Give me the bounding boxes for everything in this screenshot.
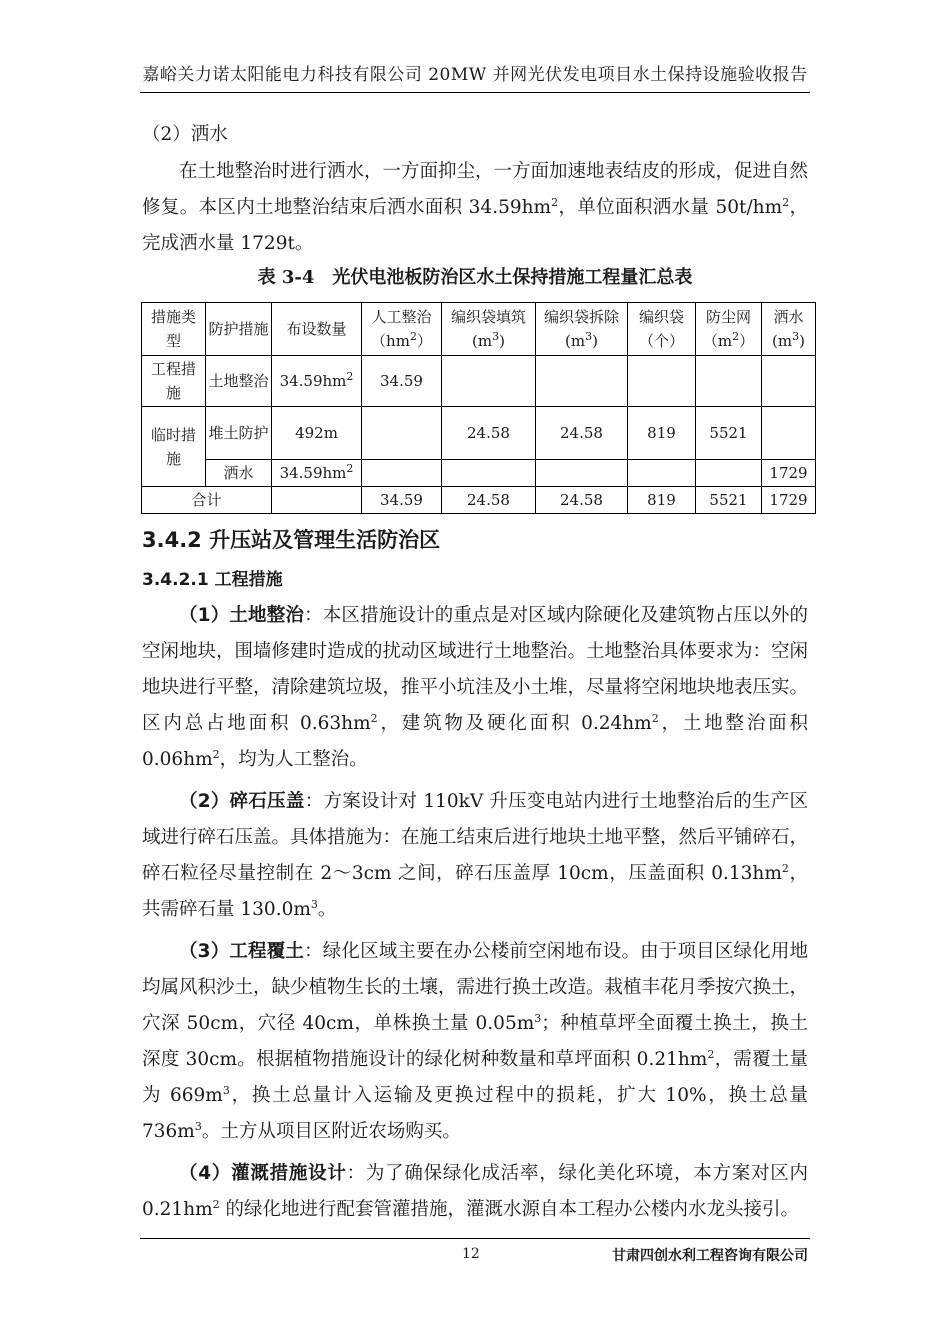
cell-total-remove: 24.58 xyxy=(536,487,628,514)
cell-temp1-fill: 24.58 xyxy=(442,407,536,460)
paragraph-soil-cover: （3）工程覆土：绿化区域主要在办公楼前空闲地布设。由于项目区绿化用地均属风积沙土，缺少植物生长的土壤，需进行换土改造。栽植丰花月季按穴换土，穴深 50cm，穴径 40cm，单株换土量 $0.05m^3$；种植草坪全面覆土换土，换土深度 30cm。根据植物措施设计的绿化树种数量和草坪面积 $0.21hm^2$，需覆土量为 $669m^3$，换土总量计入运输及更换过程中的损耗，扩大 10%，换土总量 $736m^3$。土方从项目区附近农场购买。 xyxy=(142,941,809,1142)
th-dust-net: 防尘网$(m^2)$ xyxy=(696,303,762,356)
section-heading: 3.4.2 升压站及管理生活防治区 xyxy=(142,528,441,552)
cell-temp1-qty: 492m xyxy=(272,407,362,460)
page-number: 12 xyxy=(462,1246,480,1262)
th-qty: 布设数量 xyxy=(272,303,362,356)
cell-temp1-measure: 堆土防护 xyxy=(206,407,272,460)
table-title: 表 3-4 光伏电池板防治区水土保持措施工程量汇总表 xyxy=(257,267,693,288)
cell-total-manual: 34.59 xyxy=(362,487,442,514)
cell-eng-manual: 34.59 xyxy=(362,356,442,407)
table-row xyxy=(142,356,816,407)
sprinkle-paragraph: 在土地整治时进行洒水，一方面抑尘，一方面加速地表结皮的形成，促进自然修复。本区内土地整治结束后洒水面积 $34.59hm^2$，单位面积洒水量 $50t/hm^2$，完成洒水量 1729t。 xyxy=(142,161,809,254)
cell-eng-measure: 土地整治 xyxy=(206,356,272,407)
page-header: 嘉峪关力诺太阳能电力科技有限公司 20MW 并网光伏发电项目水土保持设施验收报告 xyxy=(142,65,808,85)
cell-total-water: 1729 xyxy=(762,487,816,514)
th-protect: 防护措施 xyxy=(206,303,272,356)
footer-company: 甘肃四创水利工程咨询有限公司 xyxy=(612,1248,808,1264)
cell-total-dust: 5521 xyxy=(696,487,762,514)
measures-table xyxy=(141,302,816,514)
table-row xyxy=(142,460,816,487)
th-type: 措施类型 xyxy=(142,303,206,356)
sprinkle-heading: （2）洒水 xyxy=(142,124,228,145)
table-header-row xyxy=(142,303,816,356)
th-bag-remove: 编织袋拆除$(m^3)$ xyxy=(536,303,628,356)
cell-temp2-water: 1729 xyxy=(762,460,816,487)
cell-temp1-dust: 5521 xyxy=(696,407,762,460)
cell-total-count: 819 xyxy=(628,487,696,514)
paragraph-irrigation: （4）灌溉措施设计：为了确保绿化成活率，绿化美化环境，本方案对区内 $0.21hm^2$ 的绿化地进行配套管灌措施，灌溉水源自本工程办公楼内水龙头接引。 xyxy=(142,1163,808,1220)
table-total-row xyxy=(142,487,816,514)
table-row xyxy=(142,407,816,460)
th-manual: 人工整治$(hm^2)$ xyxy=(362,303,442,356)
cell-temp1-count: 819 xyxy=(628,407,696,460)
subsection-heading: 3.4.2.1 工程措施 xyxy=(142,570,283,590)
paragraph-land-grading: （1）土地整治：本区措施设计的重点是对区域内除硬化及建筑物占压以外的空闲地块，围墙修建时造成的扰动区域进行土地整治。土地整治具体要求为：空闲地块进行平整，清除建筑垃圾，推平小坑洼及小土堆，尽量将空闲地块地表压实。区内总占地面积 $0.63hm^2$，建筑物及硬化面积 $0.24hm^2$，土地整治面积 $0.06hm^2$，均为人工整治。 xyxy=(142,605,809,770)
cell-total-label: 合计 xyxy=(142,487,272,514)
paragraph-gravel-cover: （2）碎石压盖：方案设计对 110kV 升压变电站内进行土地整治后的生产区域进行碎石压盖。具体措施为：在施工结束后进行地块土地平整，然后平铺碎石，碎石粒径尽量控制在 2～3cm 之间，碎石压盖厚 10cm，压盖面积 $0.13hm^2$，共需碎石量 $130.0m^3$。 xyxy=(142,791,809,920)
cell-temp-type: 临时措施 xyxy=(142,407,206,487)
header-rule xyxy=(140,92,810,93)
th-bag-fill: 编织袋填筑$(m^3)$ xyxy=(442,303,536,356)
cell-total-fill: 24.58 xyxy=(442,487,536,514)
footer-rule xyxy=(140,1238,810,1239)
cell-eng-qty: $34.59hm^2$ xyxy=(272,356,362,407)
cell-eng-type: 工程措施 xyxy=(142,356,206,407)
th-bag-count: 编织袋（个） xyxy=(628,303,696,356)
cell-temp2-qty: $34.59hm^2$ xyxy=(272,460,362,487)
th-water: 洒水$(m^3)$ xyxy=(762,303,816,356)
cell-temp1-remove: 24.58 xyxy=(536,407,628,460)
cell-temp2-measure: 洒水 xyxy=(206,460,272,487)
